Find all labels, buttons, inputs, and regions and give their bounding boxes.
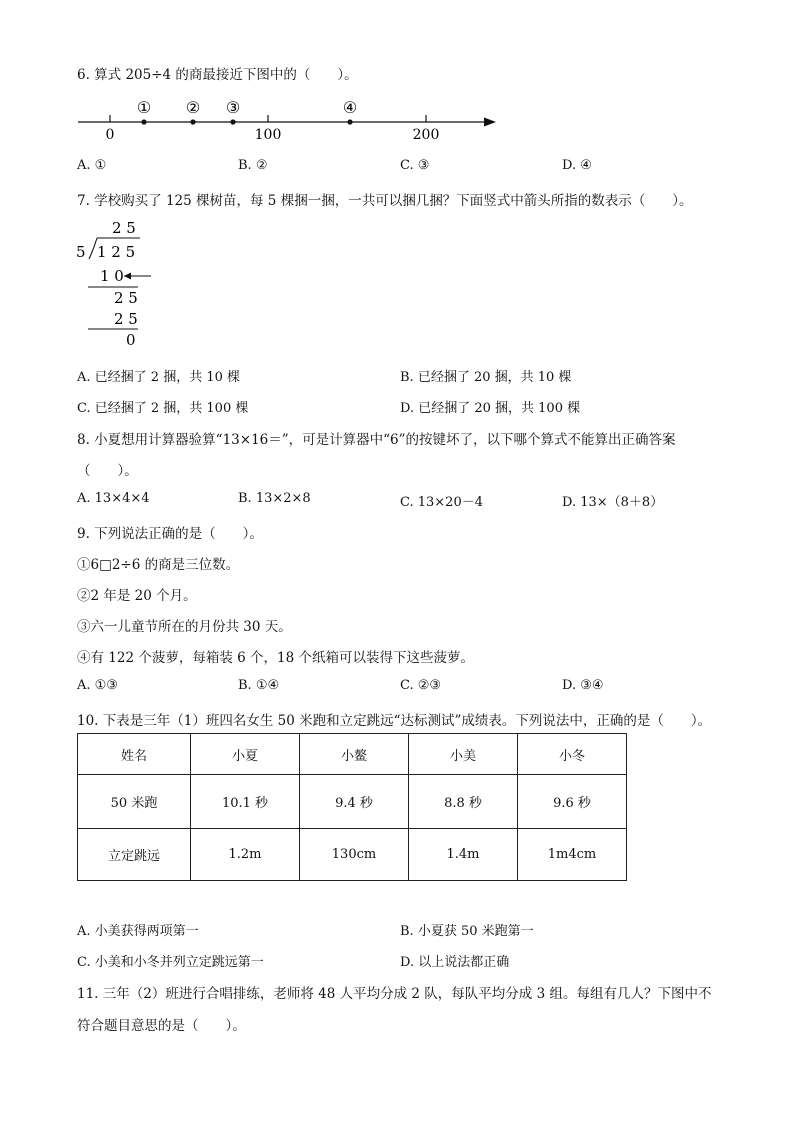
q9-option-b[interactable]: B. ①④ [238, 678, 280, 693]
table-cell: 1.2m [191, 829, 300, 881]
q9-statement-1: ①6□2÷6 的商是三位数。 [77, 557, 240, 573]
q7-option-c[interactable]: C. 已经捆了 2 捆，共 100 棵 [77, 401, 249, 416]
score-table [77, 733, 627, 881]
table-row [78, 775, 627, 829]
table-header-cell: 小冬 [518, 734, 627, 775]
q6-stem: 6. 算式 205÷4 的商最接近下图中的（ ）。 [77, 67, 358, 83]
tick-200: 200 [412, 127, 440, 143]
q8-option-d[interactable]: D. 13×（8＋8） [562, 495, 664, 510]
q7-option-a[interactable]: A. 已经捆了 2 捆，共 10 棵 [77, 370, 240, 385]
q10-option-b[interactable]: B. 小夏获 50 米跑第一 [400, 924, 534, 939]
q10-option-a[interactable]: A. 小美获得两项第一 [77, 924, 199, 939]
table-header-row [78, 734, 627, 775]
point-4 [347, 119, 352, 124]
division-dividend: 1 2 5 [97, 243, 136, 261]
tick-0: 0 [105, 127, 115, 143]
q6-option-d[interactable]: D. ④ [562, 158, 592, 173]
division-divisor: 5 [76, 243, 86, 261]
q8-stem-cont: （ ）。 [77, 463, 138, 479]
point-label-2: ② [185, 98, 201, 117]
q9-option-c[interactable]: C. ②③ [400, 678, 442, 693]
arrow-icon [124, 273, 131, 280]
table-cell: 1.4m [409, 829, 518, 881]
number-line [70, 95, 510, 145]
q7-option-d[interactable]: D. 已经捆了 20 捆，共 100 棵 [400, 401, 581, 416]
division-step1: 1 0 [100, 267, 124, 285]
point-1 [141, 119, 146, 124]
q9-option-d[interactable]: D. ③④ [562, 678, 604, 693]
q11-stem: 11. 三年（2）班进行合唱排练，老师将 48 人平均分成 2 队，每队平均分成 3 组。每组有几人？下图中不 [77, 986, 712, 1002]
q8-option-a[interactable]: A. 13×4×4 [77, 491, 150, 506]
point-label-4: ④ [342, 98, 358, 117]
q7-stem: 7. 学校购买了 125 棵树苗，每 5 棵捆一捆，一共可以捆几捆？下面竖式中箭头所指的数表示（ ）。 [77, 193, 693, 209]
table-header-cell: 姓名 [78, 734, 191, 775]
division-quotient: 2 5 [112, 219, 136, 237]
table-cell: 立定跳远 [78, 829, 191, 881]
table-header-cell: 小鳌 [300, 734, 409, 775]
q8-option-c[interactable]: C. 13×20－4 [400, 495, 483, 510]
q9-statement-4: ④有 122 个菠萝，每箱装 6 个，18 个纸箱可以装得下这些菠萝。 [77, 650, 474, 666]
table-cell: 10.1 秒 [191, 775, 300, 829]
q10-stem: 10. 下表是三年（1）班四名女生 50 米跑和立定跳远“达标测试”成绩表。下列说法中，正确的是（ ）。 [77, 713, 712, 729]
q9-statement-2: ②2 年是 20 个月。 [77, 588, 197, 604]
q9-option-a[interactable]: A. ①③ [77, 678, 118, 693]
division-step2: 2 5 [114, 310, 138, 328]
division-remainder1: 2 5 [114, 289, 138, 307]
q6-option-a[interactable]: A. ① [77, 158, 107, 173]
table-cell: 8.8 秒 [409, 775, 518, 829]
q6-option-c[interactable]: C. ③ [400, 158, 430, 173]
table-cell: 1m4cm [518, 829, 627, 881]
q11-stem-cont: 符合题目意思的是（ ）。 [77, 1018, 246, 1034]
table-row [78, 829, 627, 881]
table-header-cell: 小夏 [191, 734, 300, 775]
q8-option-b[interactable]: B. 13×2×8 [238, 491, 311, 506]
q6-option-b[interactable]: B. ② [238, 158, 268, 173]
q8-stem: 8. 小夏想用计算器验算“13×16＝”，可是计算器中“6”的按键坏了，以下哪个算式不能算出正确答案 [77, 432, 676, 448]
q10-option-c[interactable]: C. 小美和小冬并列立定跳远第一 [77, 955, 264, 970]
table-header-cell: 小美 [409, 734, 518, 775]
point-label-1: ① [136, 98, 152, 117]
q10-option-d[interactable]: D. 以上说法都正确 [400, 955, 510, 970]
point-label-3: ③ [225, 98, 241, 117]
point-3 [230, 119, 235, 124]
table-cell: 130cm [300, 829, 409, 881]
q9-statement-3: ③六一儿童节所在的月份共 30 天。 [77, 619, 292, 635]
table-cell: 9.4 秒 [300, 775, 409, 829]
tick-100: 100 [254, 127, 282, 143]
table-cell: 50 米跑 [78, 775, 191, 829]
q7-option-b[interactable]: B. 已经捆了 20 捆，共 10 棵 [400, 370, 572, 385]
division-final: 0 [126, 331, 136, 349]
q9-stem: 9. 下列说法正确的是（ ）。 [77, 526, 263, 542]
table-cell: 9.6 秒 [518, 775, 627, 829]
point-2 [190, 119, 195, 124]
long-division [70, 215, 170, 350]
